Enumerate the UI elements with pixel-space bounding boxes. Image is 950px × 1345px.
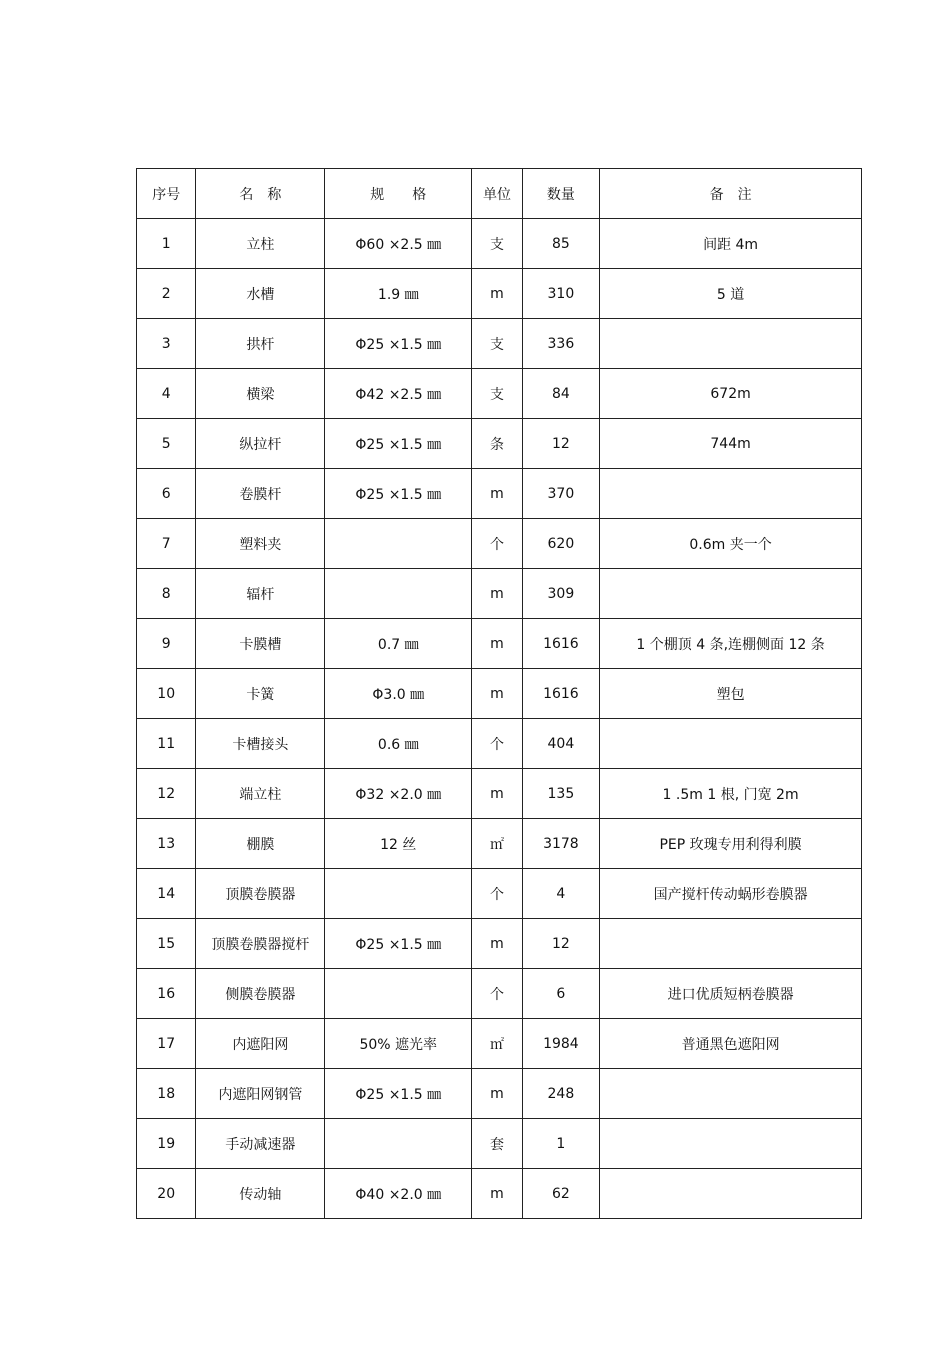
cell-note: 1 .5m 1 根, 门宽 2m [600, 769, 862, 819]
cell-spec [325, 569, 472, 619]
cell-seq: 8 [137, 569, 196, 619]
cell-name: 棚膜 [196, 819, 325, 869]
cell-note: 普通黑色遮阳网 [600, 1019, 862, 1069]
cell-spec: Φ40 ×2.0 ㎜ [325, 1169, 472, 1219]
cell-spec: Φ3.0 ㎜ [325, 669, 472, 719]
cell-name: 横梁 [196, 369, 325, 419]
cell-unit: ㎡ [472, 1019, 522, 1069]
cell-spec: Φ25 ×1.5 ㎜ [325, 1069, 472, 1119]
cell-seq: 3 [137, 319, 196, 369]
table-row [137, 469, 862, 519]
cell-spec [325, 869, 472, 919]
cell-note [600, 1069, 862, 1119]
cell-seq: 9 [137, 619, 196, 669]
header-qty: 数量 [522, 169, 600, 219]
cell-qty: 336 [522, 319, 600, 369]
cell-qty: 370 [522, 469, 600, 519]
cell-unit: 支 [472, 219, 522, 269]
cell-spec [325, 519, 472, 569]
cell-spec: Φ25 ×1.5 ㎜ [325, 419, 472, 469]
cell-name: 立柱 [196, 219, 325, 269]
cell-name: 端立柱 [196, 769, 325, 819]
table-row [137, 769, 862, 819]
cell-note [600, 919, 862, 969]
cell-name: 内遮阳网 [196, 1019, 325, 1069]
cell-unit: m [472, 469, 522, 519]
cell-note: 塑包 [600, 669, 862, 719]
cell-note [600, 719, 862, 769]
table-row [137, 569, 862, 619]
cell-unit: 个 [472, 869, 522, 919]
cell-seq: 14 [137, 869, 196, 919]
table-row [137, 719, 862, 769]
table-row [137, 1169, 862, 1219]
table-row [137, 619, 862, 669]
cell-note [600, 469, 862, 519]
cell-unit: m [472, 269, 522, 319]
header-seq: 序号 [137, 169, 196, 219]
cell-seq: 15 [137, 919, 196, 969]
cell-note: 744m [600, 419, 862, 469]
header-note: 备 注 [600, 169, 862, 219]
cell-qty: 248 [522, 1069, 600, 1119]
cell-note: 间距 4m [600, 219, 862, 269]
cell-unit: m [472, 1069, 522, 1119]
cell-note: PEP 玫瑰专用利得利膜 [600, 819, 862, 869]
cell-spec: Φ25 ×1.5 ㎜ [325, 319, 472, 369]
table-row [137, 369, 862, 419]
cell-seq: 4 [137, 369, 196, 419]
cell-spec: Φ25 ×1.5 ㎜ [325, 469, 472, 519]
cell-spec: 0.7 ㎜ [325, 619, 472, 669]
cell-name: 纵拉杆 [196, 419, 325, 469]
cell-note [600, 1169, 862, 1219]
table-row [137, 419, 862, 469]
cell-name: 卷膜杆 [196, 469, 325, 519]
table-row [137, 1119, 862, 1169]
cell-unit: 支 [472, 369, 522, 419]
cell-unit: m [472, 919, 522, 969]
cell-note [600, 319, 862, 369]
cell-spec [325, 1119, 472, 1169]
table-row [137, 1069, 862, 1119]
cell-name: 侧膜卷膜器 [196, 969, 325, 1019]
cell-name: 卡簧 [196, 669, 325, 719]
cell-qty: 3178 [522, 819, 600, 869]
cell-note: 5 道 [600, 269, 862, 319]
materials-table [136, 168, 862, 1219]
cell-qty: 12 [522, 419, 600, 469]
cell-qty: 6 [522, 969, 600, 1019]
table-row [137, 319, 862, 369]
cell-seq: 1 [137, 219, 196, 269]
cell-qty: 620 [522, 519, 600, 569]
table-row [137, 269, 862, 319]
cell-unit: m [472, 1169, 522, 1219]
cell-unit: ㎡ [472, 819, 522, 869]
cell-name: 卡槽接头 [196, 719, 325, 769]
cell-seq: 12 [137, 769, 196, 819]
header-name: 名 称 [196, 169, 325, 219]
cell-spec: 12 丝 [325, 819, 472, 869]
cell-seq: 17 [137, 1019, 196, 1069]
table-row [137, 969, 862, 1019]
table-row [137, 1019, 862, 1069]
table-header-row [137, 169, 862, 219]
cell-unit: 个 [472, 969, 522, 1019]
cell-name: 塑料夹 [196, 519, 325, 569]
cell-unit: 个 [472, 519, 522, 569]
cell-qty: 310 [522, 269, 600, 319]
cell-qty: 1 [522, 1119, 600, 1169]
cell-seq: 2 [137, 269, 196, 319]
cell-spec: 1.9 ㎜ [325, 269, 472, 319]
cell-name: 顶膜卷膜器搅杆 [196, 919, 325, 969]
cell-name: 辐杆 [196, 569, 325, 619]
cell-note: 0.6m 夹一个 [600, 519, 862, 569]
cell-spec: Φ60 ×2.5 ㎜ [325, 219, 472, 269]
cell-note: 国产搅杆传动蜗形卷膜器 [600, 869, 862, 919]
cell-seq: 5 [137, 419, 196, 469]
table-row [137, 819, 862, 869]
cell-qty: 309 [522, 569, 600, 619]
cell-seq: 19 [137, 1119, 196, 1169]
cell-qty: 62 [522, 1169, 600, 1219]
cell-name: 内遮阳网钢管 [196, 1069, 325, 1119]
table-row [137, 219, 862, 269]
cell-qty: 85 [522, 219, 600, 269]
cell-spec: 0.6 ㎜ [325, 719, 472, 769]
cell-name: 拱杆 [196, 319, 325, 369]
cell-qty: 84 [522, 369, 600, 419]
cell-seq: 18 [137, 1069, 196, 1119]
cell-note [600, 569, 862, 619]
cell-unit: 套 [472, 1119, 522, 1169]
table-row [137, 519, 862, 569]
cell-seq: 10 [137, 669, 196, 719]
cell-unit: 支 [472, 319, 522, 369]
cell-spec: Φ32 ×2.0 ㎜ [325, 769, 472, 819]
cell-unit: 条 [472, 419, 522, 469]
cell-name: 卡膜槽 [196, 619, 325, 669]
cell-qty: 1616 [522, 669, 600, 719]
cell-spec: 50% 遮光率 [325, 1019, 472, 1069]
cell-note: 1 个棚顶 4 条,连棚侧面 12 条 [600, 619, 862, 669]
cell-seq: 11 [137, 719, 196, 769]
cell-spec: Φ25 ×1.5 ㎜ [325, 919, 472, 969]
cell-name: 水槽 [196, 269, 325, 319]
cell-qty: 1984 [522, 1019, 600, 1069]
cell-spec: Φ42 ×2.5 ㎜ [325, 369, 472, 419]
cell-unit: m [472, 769, 522, 819]
cell-seq: 7 [137, 519, 196, 569]
cell-note [600, 1119, 862, 1169]
cell-seq: 6 [137, 469, 196, 519]
table-row [137, 919, 862, 969]
cell-unit: m [472, 569, 522, 619]
cell-qty: 1616 [522, 619, 600, 669]
cell-spec [325, 969, 472, 1019]
cell-qty: 404 [522, 719, 600, 769]
cell-unit: 个 [472, 719, 522, 769]
header-spec: 规 格 [325, 169, 472, 219]
table-row [137, 869, 862, 919]
cell-note: 672m [600, 369, 862, 419]
cell-qty: 12 [522, 919, 600, 969]
table-row [137, 669, 862, 719]
header-unit: 单位 [472, 169, 522, 219]
cell-name: 传动轴 [196, 1169, 325, 1219]
cell-seq: 13 [137, 819, 196, 869]
cell-qty: 135 [522, 769, 600, 819]
cell-seq: 16 [137, 969, 196, 1019]
cell-note: 进口优质短柄卷膜器 [600, 969, 862, 1019]
cell-unit: m [472, 619, 522, 669]
cell-unit: m [472, 669, 522, 719]
cell-seq: 20 [137, 1169, 196, 1219]
cell-name: 顶膜卷膜器 [196, 869, 325, 919]
cell-qty: 4 [522, 869, 600, 919]
cell-name: 手动减速器 [196, 1119, 325, 1169]
